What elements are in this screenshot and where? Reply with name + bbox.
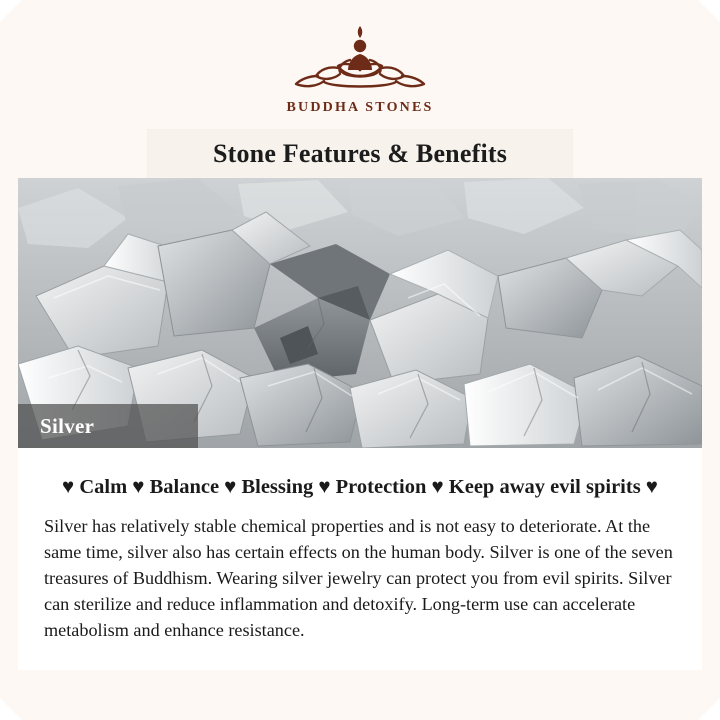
corner-decoration-top-right [698,0,720,22]
lotus-meditation-icon [280,24,440,96]
corner-decoration-bottom-right [698,698,720,720]
stone-description-panel [18,448,702,670]
page-title: Stone Features & Benefits [212,139,508,168]
brand-logo-area [0,24,720,116]
corner-decoration-bottom-left [0,698,22,720]
stone-name: Silver [40,413,95,438]
corner-decoration-top-left [0,0,22,22]
section-title-band [148,130,572,178]
benefits-line: ♥ Calm ♥ Balance ♥ Blessing ♥ Protection ♥ Keep away evil spirits ♥ [62,476,658,498]
description-text: Silver has relatively stable chemical properties and is not easy to deteriorate. At the same time, silver also has certain effects on the human body. Silver is one of the seven treasures of Buddhism. Wearing silver jewelry can protect you from evil spirits. Silver can sterilize and reduce inflammation and detoxify. Long-term use can accelerate metabolism and enhance resistance. [44,516,673,641]
stone-name-badge [18,404,198,448]
brand-name: BUDDHA STONES [286,100,434,115]
